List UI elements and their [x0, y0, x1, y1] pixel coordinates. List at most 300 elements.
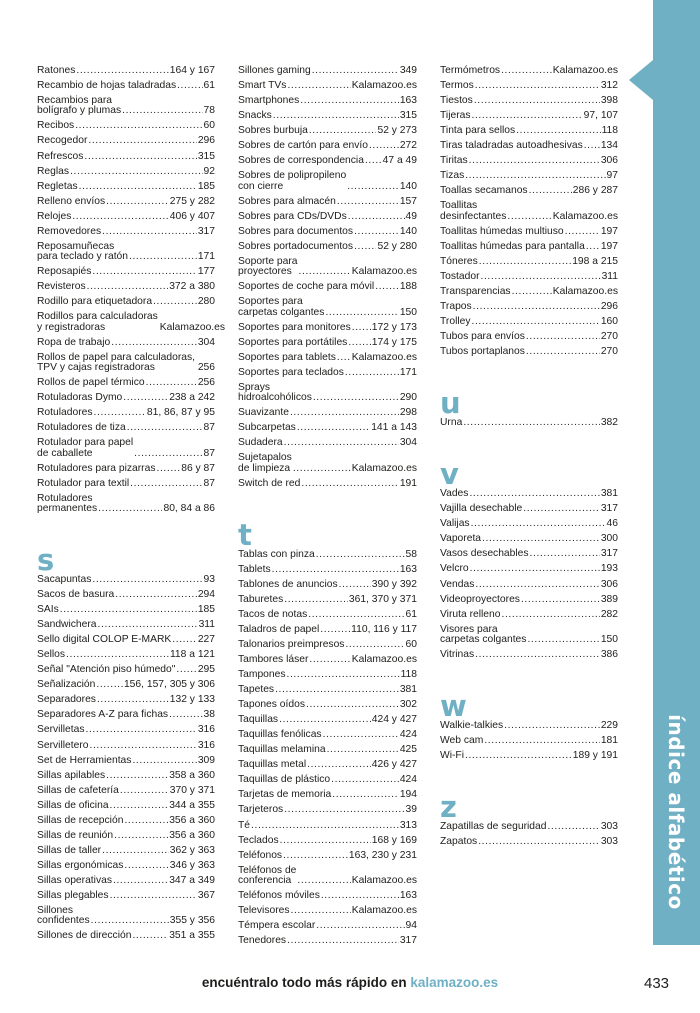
entry-leader-dots: [279, 715, 371, 725]
entry-name: Taquillas melamina: [238, 744, 326, 756]
entry-page: 38: [203, 709, 215, 721]
entry-name: Termos: [440, 80, 474, 92]
entry-leader-dots: [521, 595, 600, 605]
entry-name: Set de Herramientas: [37, 754, 132, 766]
entry-name: Sello digital COLOP E-MARK: [37, 634, 172, 646]
index-entry: [440, 257, 618, 267]
entry-name: Sobres para documentos: [238, 225, 354, 237]
entry-page: 355 y 356: [169, 915, 215, 927]
entry-page: 256: [197, 361, 215, 373]
entry-leader-dots: [316, 921, 404, 931]
index-entry: [440, 227, 618, 237]
entry-leader-dots: [309, 126, 377, 136]
entry-name: Sujetapalos de limpieza: [238, 452, 292, 474]
entry-leader-dots: [299, 267, 351, 277]
entry-name: Sillas apilables: [37, 769, 106, 781]
entry-name: Revisteros: [37, 281, 86, 293]
entry-name: Televisores: [238, 905, 290, 917]
entry-page: 168 y 169: [371, 834, 417, 846]
entry-leader-dots: [345, 640, 404, 650]
index-entry: [238, 479, 417, 489]
index-entry: [37, 575, 215, 585]
section-gap: [440, 665, 618, 691]
entry-leader-dots: [308, 610, 404, 620]
index-entry: [37, 479, 215, 489]
index-entry: [37, 590, 215, 600]
entry-leader-dots: [196, 363, 197, 373]
entry-name: Vendas: [440, 578, 475, 590]
entry-page: 52 y 273: [377, 125, 417, 137]
entry-name: Tampones: [238, 669, 286, 681]
entry-page: 347 a 349: [169, 874, 215, 886]
entry-name: Sprays hidroalcohólicos: [238, 381, 312, 404]
index-entry: [238, 580, 417, 590]
entry-name: Vasos desechables: [440, 548, 529, 560]
index-entry: [238, 565, 417, 575]
entry-leader-dots: [472, 111, 583, 121]
entry-leader-dots: [327, 745, 399, 755]
entry-page: 197: [600, 225, 618, 237]
entry-leader-dots: [66, 650, 169, 660]
entry-leader-dots: [79, 182, 197, 192]
entry-page: 160: [600, 316, 618, 328]
entry-leader-dots: [122, 106, 202, 116]
index-entry: [37, 242, 215, 263]
entry-name: Snacks: [238, 110, 272, 122]
entry-leader-dots: [529, 186, 572, 196]
index-entry: [37, 494, 215, 515]
entry-page: 389: [600, 593, 618, 605]
entry-name: Tiritas: [440, 155, 468, 167]
entry-leader-dots: [272, 565, 399, 575]
entry-name: Subcarpetas: [238, 422, 296, 434]
entry-leader-dots: [70, 167, 202, 177]
index-column-3: [440, 66, 618, 852]
index-entry: [440, 332, 618, 342]
entry-leader-dots: [115, 590, 197, 600]
entry-name: Visores para carpetas colgantes: [440, 623, 527, 645]
entry-leader-dots: [287, 670, 400, 680]
index-entry: [37, 680, 215, 690]
entry-leader-dots: [134, 449, 202, 459]
entry-name: Sobres para CDs/DVDs: [238, 210, 347, 222]
entry-name: Tablones de anuncios: [238, 578, 338, 590]
entry-name: Sillas plegables: [37, 889, 109, 901]
entry-leader-dots: [325, 308, 398, 318]
entry-name: Vades: [440, 488, 469, 500]
entry-page: 295: [197, 664, 215, 676]
entry-page: 61: [203, 80, 215, 92]
entry-name: Suavizante: [238, 407, 289, 419]
entry-page: 372 a 380: [169, 281, 215, 293]
entry-name: Transparencias: [440, 285, 511, 297]
index-entry: [37, 81, 215, 91]
index-entry: [238, 111, 417, 121]
entry-page: 370 y 371: [169, 784, 215, 796]
entry-page: 87: [203, 422, 215, 434]
entry-page: 78: [203, 105, 215, 117]
entry-page: 306: [600, 578, 618, 590]
index-entry: [238, 595, 417, 605]
index-entry: [440, 504, 618, 514]
index-entry: [238, 212, 417, 222]
index-entry: [440, 126, 618, 136]
index-entry: [238, 906, 417, 916]
entry-leader-dots: [354, 227, 399, 237]
entry-page: 282: [600, 608, 618, 620]
entry-leader-dots: [284, 595, 348, 605]
entry-name: SAIs: [37, 604, 59, 616]
entry-leader-dots: [251, 821, 399, 831]
entry-name: Teléfonos: [238, 849, 283, 861]
entry-leader-dots: [283, 851, 348, 861]
section-gap: [37, 519, 215, 545]
index-entry: [37, 353, 215, 374]
entry-name: Tapetes: [238, 684, 275, 696]
entry-name: Tubos portaplanos: [440, 346, 525, 358]
index-entry: [37, 876, 215, 886]
section-letter: u: [440, 386, 461, 421]
index-entry: [440, 519, 618, 529]
entry-name: Relleno envíos: [37, 195, 106, 207]
index-entry: [37, 464, 215, 474]
index-entry: [238, 368, 417, 378]
entry-page: 58: [405, 548, 417, 560]
entry-leader-dots: [465, 171, 605, 181]
entry-leader-dots: [72, 212, 168, 222]
index-entry: [238, 66, 417, 76]
entry-page: Kalamazoo.es: [351, 462, 417, 474]
entry-leader-dots: [297, 876, 350, 886]
entry-name: Tiestos: [440, 95, 473, 107]
entry-page: Kalamazoo.es: [552, 210, 618, 222]
entry-page: 97, 107: [583, 110, 618, 122]
index-entry: [440, 610, 618, 620]
entry-page: 49: [405, 210, 417, 222]
entry-leader-dots: [90, 741, 197, 751]
entry-page: Kalamazoo.es: [351, 351, 417, 363]
entry-page: 317: [600, 548, 618, 560]
entry-page: 134: [600, 140, 618, 152]
entry-page: 163: [399, 889, 417, 901]
entry-leader-dots: [348, 338, 370, 348]
index-entry: [37, 66, 215, 76]
entry-name: Wi-Fi: [440, 750, 465, 762]
entry-leader-dots: [124, 816, 168, 826]
entry-page: 92: [203, 165, 215, 177]
index-entry: [440, 201, 618, 222]
entry-page: 81, 86, 87 y 95: [146, 407, 215, 419]
index-entry: [238, 805, 417, 815]
entry-page: 309: [197, 754, 215, 766]
entry-name: Servilletero: [37, 739, 89, 751]
section-letter: w: [440, 689, 467, 724]
entry-page: 150: [600, 633, 618, 645]
entry-name: Recambios para bolígrafo y plumas: [37, 95, 122, 117]
index-entry: [37, 182, 215, 192]
entry-page: 382: [600, 417, 618, 429]
entry-leader-dots: [470, 564, 600, 574]
entry-page: 270: [600, 346, 618, 358]
index-entry: [37, 620, 215, 630]
section-gap: [440, 433, 618, 459]
entry-page: 302: [399, 699, 417, 711]
entry-page: 87: [203, 447, 215, 459]
entry-leader-dots: [291, 906, 351, 916]
index-entry: [440, 418, 618, 428]
entry-page: 47 a 49: [382, 155, 417, 167]
entry-name: Tóneres: [440, 255, 478, 267]
entry-leader-dots: [110, 801, 169, 811]
index-entry: [238, 453, 417, 474]
entry-name: Sacos de basura: [37, 589, 115, 601]
entry-page: 300: [600, 533, 618, 545]
entry-leader-dots: [127, 423, 203, 433]
entry-leader-dots: [92, 267, 196, 277]
entry-name: Teléfonos de conferencia: [238, 864, 297, 886]
index-entry: [440, 66, 618, 76]
entry-name: Tablas con pinza: [238, 548, 315, 560]
entry-leader-dots: [76, 66, 168, 76]
entry-name: Tarjetas de memoria: [238, 789, 332, 801]
page-number: 433: [644, 975, 670, 992]
entry-page: 362 y 363: [169, 844, 215, 856]
entry-page: 424: [399, 774, 417, 786]
entry-name: Sobres burbuja: [238, 125, 308, 137]
entry-name: Urna: [440, 417, 463, 429]
entry-leader-dots: [106, 197, 169, 207]
section-letter: s: [37, 543, 55, 577]
entry-leader-dots: [280, 836, 371, 846]
entry-page: 294: [197, 589, 215, 601]
entry-page: 193: [600, 563, 618, 575]
entry-leader-dots: [290, 408, 399, 418]
entry-leader-dots: [84, 152, 196, 162]
entry-leader-dots: [114, 831, 168, 841]
entry-leader-dots: [501, 610, 599, 620]
index-entry: [238, 715, 417, 725]
index-entry: [238, 423, 417, 433]
entry-name: Taladros de papel: [238, 623, 320, 635]
entry-name: Regletas: [37, 180, 78, 192]
entry-leader-dots: [463, 418, 599, 428]
entry-page: 424: [399, 729, 417, 741]
entry-name: Taburetes: [238, 593, 284, 605]
entry-leader-dots: [465, 751, 572, 761]
entry-leader-dots: [501, 66, 552, 76]
index-entry: [37, 635, 215, 645]
entry-name: Témpera escolar: [238, 920, 316, 932]
entry-leader-dots: [287, 936, 399, 946]
entry-page: 424 y 427: [371, 714, 417, 726]
index-entry: [37, 906, 215, 927]
entry-name: Removedores: [37, 225, 102, 237]
index-entry: [238, 171, 417, 192]
index-entry: [238, 655, 417, 665]
index-entry: [37, 408, 215, 418]
entry-page: 316: [197, 724, 215, 736]
entry-name: Señal "Atención piso húmedo": [37, 664, 176, 676]
entry-page: 313: [399, 819, 417, 831]
entry-name: Toallitas desinfectantes: [440, 200, 507, 222]
index-entry: [238, 760, 417, 770]
entry-name: Rotulador para papel de caballete: [37, 437, 134, 459]
entry-page: 304: [399, 437, 417, 449]
index-entry: [440, 272, 618, 282]
entry-name: Sobres de cartón para envío: [238, 140, 368, 152]
entry-leader-dots: [88, 136, 196, 146]
entry-page: 381: [600, 488, 618, 500]
entry-page: 86 y 87: [181, 462, 215, 474]
entry-leader-dots: [146, 378, 197, 388]
entry-name: Sobres para almacén: [238, 195, 336, 207]
entry-page: 164 y 167: [169, 65, 215, 76]
entry-leader-dots: [132, 756, 196, 766]
entry-page: 174 y 175: [371, 336, 417, 348]
entry-leader-dots: [96, 680, 123, 690]
entry-name: Sillas ergonómicas: [37, 859, 124, 871]
index-entry: [238, 610, 417, 620]
entry-name: Viruta relleno: [440, 608, 501, 620]
index-entry: [238, 891, 417, 901]
index-entry: [37, 136, 215, 146]
entry-page: 367: [197, 889, 215, 901]
index-entry: [440, 347, 618, 357]
entry-name: Sobres de polipropileno con cierre: [238, 170, 347, 192]
entry-name: Zapatillas de seguridad: [440, 821, 547, 833]
entry-name: Sillones confidentes: [37, 905, 90, 927]
index-entry: [238, 775, 417, 785]
entry-name: Taquillas metal: [238, 759, 307, 771]
entry-name: Tarjeteros: [238, 804, 284, 816]
entry-leader-dots: [527, 635, 599, 645]
entry-name: Sobres de correspondencia: [238, 155, 364, 167]
entry-name: Reposapiés: [37, 266, 92, 278]
entry-leader-dots: [475, 650, 600, 660]
entry-page: 256: [197, 377, 215, 389]
entry-page: 361, 370 y 371: [348, 593, 417, 605]
entry-page: 140: [399, 225, 417, 237]
index-entry: [37, 267, 215, 277]
entry-leader-dots: [102, 227, 197, 237]
entry-name: Sillones gaming: [238, 65, 311, 76]
index-entry: [238, 821, 417, 831]
entry-leader-dots: [365, 156, 382, 166]
entry-page: 304: [197, 336, 215, 348]
entry-page: 390 y 392: [371, 578, 417, 590]
index-entry: [238, 197, 417, 207]
entry-leader-dots: [348, 212, 405, 222]
index-entry: [440, 564, 618, 574]
index-entry: [37, 846, 215, 856]
entry-page: 140: [399, 180, 417, 192]
index-entry: [37, 227, 215, 237]
section-gap: [440, 766, 618, 792]
entry-page: 94: [405, 920, 417, 932]
entry-leader-dots: [345, 368, 399, 378]
entry-page: 60: [405, 638, 417, 650]
index-entry: [37, 152, 215, 162]
entry-leader-dots: [369, 141, 399, 151]
entry-page: 132 y 133: [169, 694, 215, 706]
entry-name: Ratones: [37, 65, 76, 76]
entry-page: 280: [197, 296, 215, 308]
index-entry: [37, 282, 215, 292]
index-entry: [238, 323, 417, 333]
entry-name: Smart TVs: [238, 80, 287, 92]
entry-name: Rotuladoras Dymo: [37, 392, 123, 404]
entry-name: Vajilla desechable: [440, 503, 523, 515]
index-entry: [440, 96, 618, 106]
index-entry: [37, 311, 226, 333]
entry-page: 426 y 427: [371, 759, 417, 771]
entry-page: Kalamazoo.es: [552, 65, 618, 76]
entry-page: 110, 116 y 117: [351, 623, 417, 635]
entry-name: Taquillas: [238, 714, 279, 726]
entry-leader-dots: [526, 332, 600, 342]
entry-page: 163, 230 y 231: [348, 849, 417, 861]
entry-name: Ropa de trabajo: [37, 336, 111, 348]
index-entry: [37, 741, 215, 751]
index-entry: [238, 141, 417, 151]
entry-name: Refrescos: [37, 150, 84, 162]
entry-name: Termómetros: [440, 65, 501, 76]
entry-leader-dots: [469, 156, 600, 166]
section-letter: t: [238, 517, 252, 552]
entry-page: 386: [600, 649, 618, 660]
entry-page: 177: [197, 266, 215, 278]
index-entry: [238, 282, 417, 292]
entry-page: Kalamazoo.es: [351, 653, 417, 665]
entry-name: Relojes: [37, 210, 72, 222]
index-entry: [37, 665, 215, 675]
entry-name: Reglas: [37, 165, 70, 177]
entry-name: Smartphones: [238, 95, 300, 107]
entry-name: Rotuladores para pizarras: [37, 462, 156, 474]
entry-leader-dots: [309, 655, 350, 665]
index-entry: [37, 378, 215, 388]
entry-page: 118 a 121: [169, 649, 215, 661]
entry-leader-dots: [512, 287, 552, 297]
index-entry: [440, 534, 618, 544]
entry-leader-dots: [320, 625, 350, 635]
index-entry: [238, 156, 417, 166]
index-entry: [37, 650, 215, 660]
entry-leader-dots: [352, 323, 371, 333]
index-entry: [37, 121, 215, 131]
footer-brand-link[interactable]: kalamazoo.es: [410, 975, 499, 990]
entry-page: Kalamazoo.es: [351, 874, 417, 886]
entry-name: Sillas operativas: [37, 874, 112, 886]
index-entry: [440, 186, 618, 196]
index-entry: [37, 423, 215, 433]
entry-name: Teléfonos móviles: [238, 889, 320, 901]
entry-leader-dots: [306, 700, 399, 710]
entry-name: Rollos de papel térmico: [37, 377, 145, 389]
entry-leader-dots: [293, 464, 351, 474]
index-entry: [238, 353, 417, 363]
entry-leader-dots: [60, 605, 197, 615]
entry-name: Rotulador para textil: [37, 477, 130, 489]
entry-name: Recambio de hojas taladradas: [37, 80, 177, 92]
entry-leader-dots: [479, 257, 571, 267]
entry-leader-dots: [478, 837, 600, 847]
entry-name: Sillones de dirección: [37, 930, 132, 942]
entry-page: 356 a 360: [169, 829, 215, 841]
entry-name: Vaporeta: [440, 533, 482, 545]
entry-page: 163: [399, 563, 417, 575]
entry-leader-dots: [530, 549, 600, 559]
